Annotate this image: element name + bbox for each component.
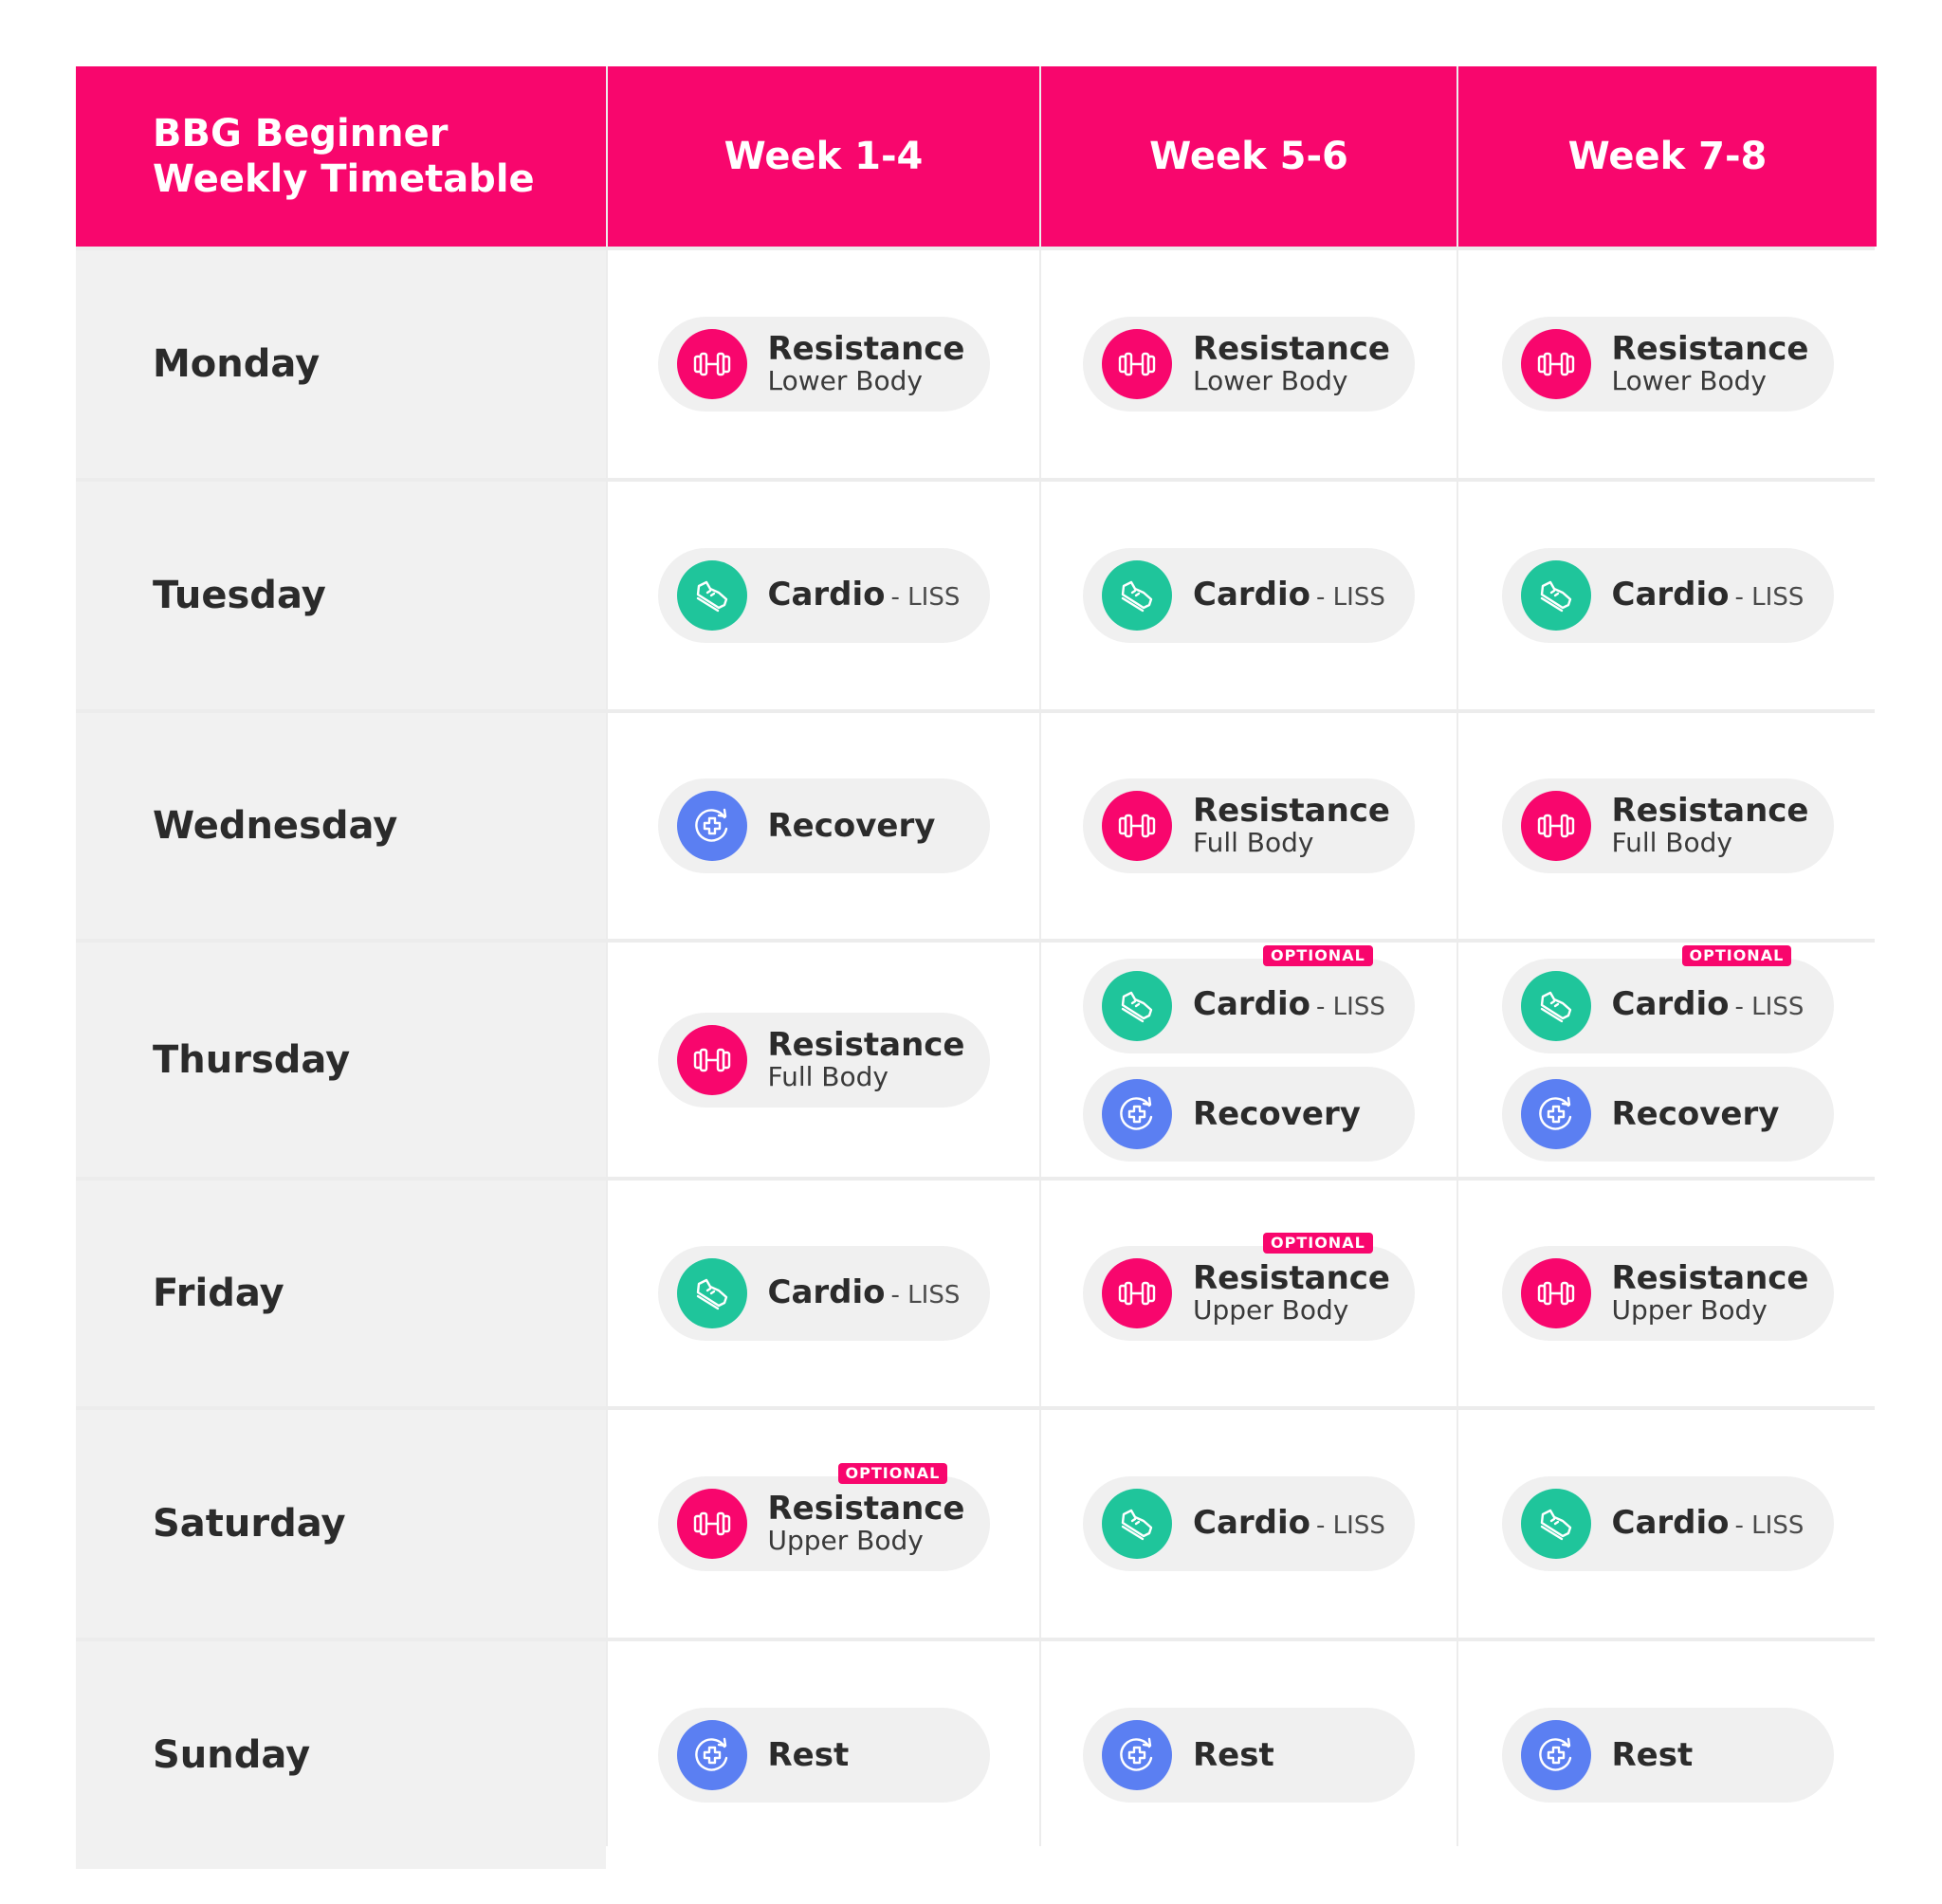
workout-title-label: Cardio [1611,1503,1730,1542]
workout-title-label: Cardio [1193,575,1311,613]
recovery-icon [677,791,747,861]
workout-title-label: Cardio [1611,575,1730,613]
workout-text [1193,332,1390,396]
dumbbell-icon [677,329,747,399]
workout-text [768,1492,965,1556]
workout-pill-resistance[interactable] [1502,1246,1834,1341]
schedule-cell [1458,1410,1877,1638]
recovery-icon [1102,1720,1172,1790]
day-label-friday: Friday [76,1181,606,1406]
workout-suffix: - LISS [890,582,961,612]
workout-text [1612,332,1809,396]
workout-title [1193,577,1385,614]
optional-badge: OPTIONAL [1682,945,1792,966]
day-label-saturday: Saturday [76,1410,606,1638]
workout-title-label: Rest [767,1736,850,1774]
workout-title [768,332,965,366]
day-label-tuesday: Tuesday [76,482,606,709]
workout-subtitle: Full Body [767,1060,889,1092]
workout-title-label: Resistance [767,1490,965,1528]
workout-title-label: Resistance [1193,792,1390,830]
workout-title [1193,794,1390,828]
workout-title [768,1738,850,1772]
workout-text [768,577,961,614]
day-label-monday: Monday [76,250,606,478]
optional-badge: OPTIONAL [1263,945,1373,966]
workout-title [1612,1261,1809,1295]
schedule-cell [608,713,1039,939]
week-header-2: Week 5-6 [1041,66,1456,247]
optional-badge: OPTIONAL [838,1463,948,1484]
timetable-title: BBG Beginner Weekly Timetable [76,66,606,247]
workout-title-label: Rest [1611,1736,1694,1774]
workout-title-label: Rest [1193,1736,1274,1774]
workout-title-label: Cardio [767,575,886,613]
workout-suffix: - LISS [1734,1510,1805,1540]
dumbbell-icon [1521,791,1591,861]
workout-title [1612,1738,1694,1772]
workout-title [767,1025,965,1064]
workout-pill-cardio[interactable] [1502,1476,1834,1571]
workout-text [1193,987,1385,1024]
workout-title [1612,332,1809,366]
workout-pill-resistance[interactable] [658,1464,990,1571]
workout-text [767,1272,961,1312]
workout-pill-resistance[interactable] [1083,778,1415,873]
workout-subtitle: Lower Body [1611,365,1767,396]
schedule-cell [608,1181,1039,1406]
day-label-wednesday: Wednesday [76,713,606,939]
workout-title [768,577,961,614]
workout-text [767,1025,965,1092]
workout-title [1193,332,1390,366]
dumbbell-icon [1102,1258,1172,1328]
workout-suffix: - LISS [1316,582,1385,612]
workout-title [768,809,936,843]
recovery-icon [1521,1079,1591,1149]
sneaker-icon [1521,1489,1591,1559]
schedule-cell [608,482,1039,709]
workout-pill-recovery[interactable] [1083,1067,1415,1162]
schedule-cell [1458,713,1877,939]
schedule-cell [1458,1181,1877,1406]
workout-text [1193,1738,1274,1772]
workout-title-label: Resistance [1193,330,1390,368]
workout-pill-resistance[interactable] [658,1013,990,1108]
workout-title-label: Recovery [1611,1094,1780,1133]
schedule-cell [1458,943,1877,1177]
workout-title [767,1272,961,1312]
workout-subtitle: Full Body [1611,827,1732,858]
schedule-cell [608,1410,1039,1638]
sneaker-icon [677,560,747,631]
workout-text [1193,794,1390,858]
workout-pill-resistance[interactable] [1083,1234,1415,1341]
workout-title [1612,987,1805,1024]
week-header-3: Week 7-8 [1458,66,1877,247]
recovery-icon [677,1720,747,1790]
workout-subtitle: Upper Body [767,1525,924,1556]
workout-pill-cardio[interactable] [1083,548,1415,643]
workout-title-label: Recovery [767,807,936,845]
workout-title-label: Cardio [1193,985,1311,1023]
dumbbell-icon [1521,329,1591,399]
workout-subtitle: Upper Body [1193,1294,1349,1326]
workout-title-label: Resistance [767,330,965,368]
workout-title-label: Resistance [1193,1259,1390,1297]
workout-pill-recovery[interactable] [1502,1067,1834,1162]
workout-pill-cardio[interactable] [658,1246,990,1341]
workout-subtitle: Lower Body [1193,365,1348,396]
workout-text [1193,1094,1361,1133]
workout-pill-resistance[interactable] [658,317,990,412]
sneaker-icon [1521,971,1591,1041]
workout-text [1193,1503,1385,1543]
schedule-cell [1041,713,1456,939]
workout-title [768,1492,965,1526]
workout-pill-cardio[interactable] [1502,945,1834,1053]
workout-text [768,809,936,843]
workout-subtitle: Upper Body [1611,1294,1768,1326]
workout-pill-resistance[interactable] [1083,317,1415,412]
workout-title [1193,1738,1274,1772]
workout-suffix: - LISS [1734,582,1805,612]
recovery-icon [1102,1079,1172,1149]
workout-title [1193,987,1385,1024]
sneaker-icon [677,1258,747,1328]
workout-subtitle: Lower Body [767,365,923,396]
workout-text [768,332,965,396]
workout-title-label: Resistance [1611,1259,1809,1297]
workout-suffix: - LISS [1316,993,1385,1021]
schedule-cell [1041,250,1456,478]
optional-badge: OPTIONAL [1263,1233,1373,1254]
dumbbell-icon [1521,1258,1591,1328]
workout-pill-resistance[interactable] [1502,317,1834,412]
workout-text [768,1738,850,1772]
sneaker-icon [1102,971,1172,1041]
workout-text [1611,1503,1805,1543]
dumbbell-icon [1102,791,1172,861]
workout-pill-recovery[interactable] [1502,1708,1834,1803]
schedule-cell [1458,250,1877,478]
workout-text [1612,577,1805,614]
dumbbell-icon [677,1025,747,1095]
workout-title [1193,1503,1385,1543]
workout-title [1612,794,1809,828]
workout-pill-cardio[interactable] [658,548,990,643]
sneaker-icon [1102,560,1172,631]
sneaker-icon [1521,560,1591,631]
workout-pill-recovery[interactable] [658,778,990,873]
schedule-cell [608,943,1039,1177]
sneaker-icon [1102,1489,1172,1559]
week-header-1: Week 1-4 [608,66,1039,247]
schedule-cell [1458,1641,1877,1869]
workout-pill-cardio[interactable] [1083,1476,1415,1571]
workout-title-label: Cardio [1611,985,1730,1023]
workout-pill-recovery[interactable] [1083,1708,1415,1803]
day-label-sunday: Sunday [76,1641,606,1869]
workout-title-label: Recovery [1193,1094,1361,1133]
workout-title-label: Cardio [767,1272,886,1311]
workout-title-label: Resistance [1611,330,1809,368]
workout-subtitle: Full Body [1193,827,1314,858]
dumbbell-icon [1102,329,1172,399]
workout-suffix: - LISS [1316,1510,1385,1540]
schedule-cell [1458,482,1877,709]
schedule-cell [1041,1181,1456,1406]
workout-title [1611,1503,1805,1543]
workout-text [1612,1261,1809,1326]
workout-pill-cardio[interactable] [1083,945,1415,1053]
dumbbell-icon [677,1489,747,1559]
workout-title [1193,1261,1390,1295]
workout-title-label: Resistance [767,1025,965,1064]
schedule-cell [608,250,1039,478]
workout-suffix: - LISS [1734,993,1805,1021]
workout-text [1193,1261,1390,1326]
schedule-cell [1041,1641,1456,1869]
workout-text [1612,1738,1694,1772]
schedule-cell [1041,943,1456,1177]
workout-title [1612,577,1805,614]
workout-pill-recovery[interactable] [658,1708,990,1803]
recovery-icon [1521,1720,1591,1790]
workout-pill-cardio[interactable] [1502,548,1834,643]
workout-text [1612,987,1805,1024]
workout-text [1611,1094,1780,1133]
workout-text [1612,794,1809,858]
schedule-cell [608,1641,1039,1869]
workout-title [1611,1094,1780,1133]
workout-title-label: Resistance [1611,792,1809,830]
workout-pill-resistance[interactable] [1502,778,1834,873]
workout-suffix: - LISS [890,1280,961,1309]
workout-title [1193,1094,1361,1133]
schedule-cell [1041,482,1456,709]
day-label-thursday: Thursday [76,943,606,1177]
workout-title-label: Cardio [1193,1503,1311,1542]
timetable [76,66,1875,1846]
timetable-grid [76,66,1875,1846]
workout-text [1193,577,1385,614]
schedule-cell [1041,1410,1456,1638]
